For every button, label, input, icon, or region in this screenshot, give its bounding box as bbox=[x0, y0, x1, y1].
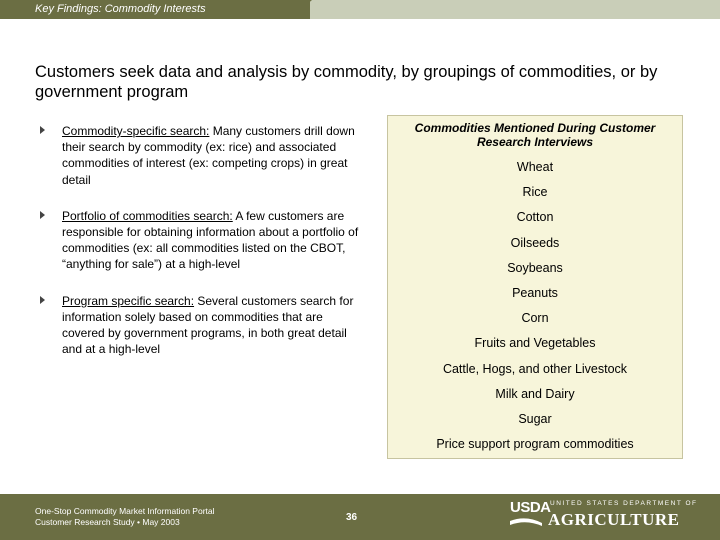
footer-band bbox=[0, 494, 720, 540]
bullet-lead: Portfolio of commodities search: bbox=[62, 208, 233, 223]
bullet-item bbox=[40, 293, 360, 358]
usda-logo-wordmark: USDA bbox=[510, 499, 551, 516]
commodity-item: Milk and Dairy bbox=[495, 386, 575, 401]
bullet-arrow-icon bbox=[40, 126, 45, 134]
commodity-item: Rice bbox=[522, 185, 548, 200]
header-tab-slant bbox=[290, 0, 312, 19]
page-number: 36 bbox=[346, 512, 358, 523]
bullet-arrow-icon bbox=[40, 211, 45, 219]
commodity-item: Sugar bbox=[518, 411, 552, 426]
commodity-item: Wheat bbox=[516, 160, 554, 174]
bullet-arrow-icon bbox=[40, 296, 45, 304]
header-band bbox=[0, 0, 720, 19]
bullet-text: A few customers are responsible for obtaining information about a portfolio of commodities (ex: all commodities listed on the CBOT, “anything for sale”) at a high-level bbox=[62, 208, 359, 272]
header-tab-decoration bbox=[310, 0, 720, 19]
commodity-item: Price support program commodities bbox=[436, 437, 634, 452]
commodity-item: Peanuts bbox=[512, 285, 558, 300]
commodities-list bbox=[388, 155, 682, 457]
bullet-item bbox=[40, 208, 360, 273]
commodity-item: Corn bbox=[521, 311, 549, 326]
commodity-item: Soybeans bbox=[507, 260, 563, 275]
commodity-item: Oilseeds bbox=[510, 235, 560, 250]
footer-line-2: Customer Research Study • May 2003 bbox=[35, 517, 180, 527]
usda-swoosh-icon bbox=[510, 517, 542, 529]
bullet-lead: Program specific search: bbox=[62, 293, 195, 308]
footer-source bbox=[35, 506, 215, 528]
commodities-box-title: Commodities Mentioned During Customer Research Interviews bbox=[414, 121, 656, 149]
bullet-lead: Commodity-specific search: bbox=[62, 124, 210, 138]
footer-line-1: One-Stop Commodity Market Information Portal bbox=[35, 506, 215, 516]
bullet-text: Many customers drill down their search by commodity (ex: rice) and associated commodities of interest (ex: competing crops) in great detail bbox=[62, 124, 355, 187]
commodity-item: Cotton bbox=[516, 210, 554, 225]
bullet-list bbox=[40, 123, 360, 377]
bullet-item bbox=[40, 123, 360, 188]
commodities-box bbox=[387, 115, 683, 459]
usda-logo bbox=[510, 499, 700, 535]
slide-section-title: Key Findings: Commodity Interests bbox=[35, 3, 206, 15]
commodity-item: Cattle, Hogs, and other Livestock bbox=[442, 361, 628, 376]
bullet-text: Several customers search for information solely based on commodities that are covered by government programs, in both great detail and at a high-level bbox=[62, 293, 354, 357]
slide-headline: Customers seek data and analysis by commodity, by groupings of commodities, or by government program bbox=[35, 63, 658, 101]
commodity-item: Fruits and Vegetables bbox=[474, 336, 596, 351]
usda-logo-dept: UNITED STATES DEPARTMENT OF bbox=[550, 500, 698, 507]
usda-logo-agriculture: AGRICULTURE bbox=[548, 510, 680, 529]
